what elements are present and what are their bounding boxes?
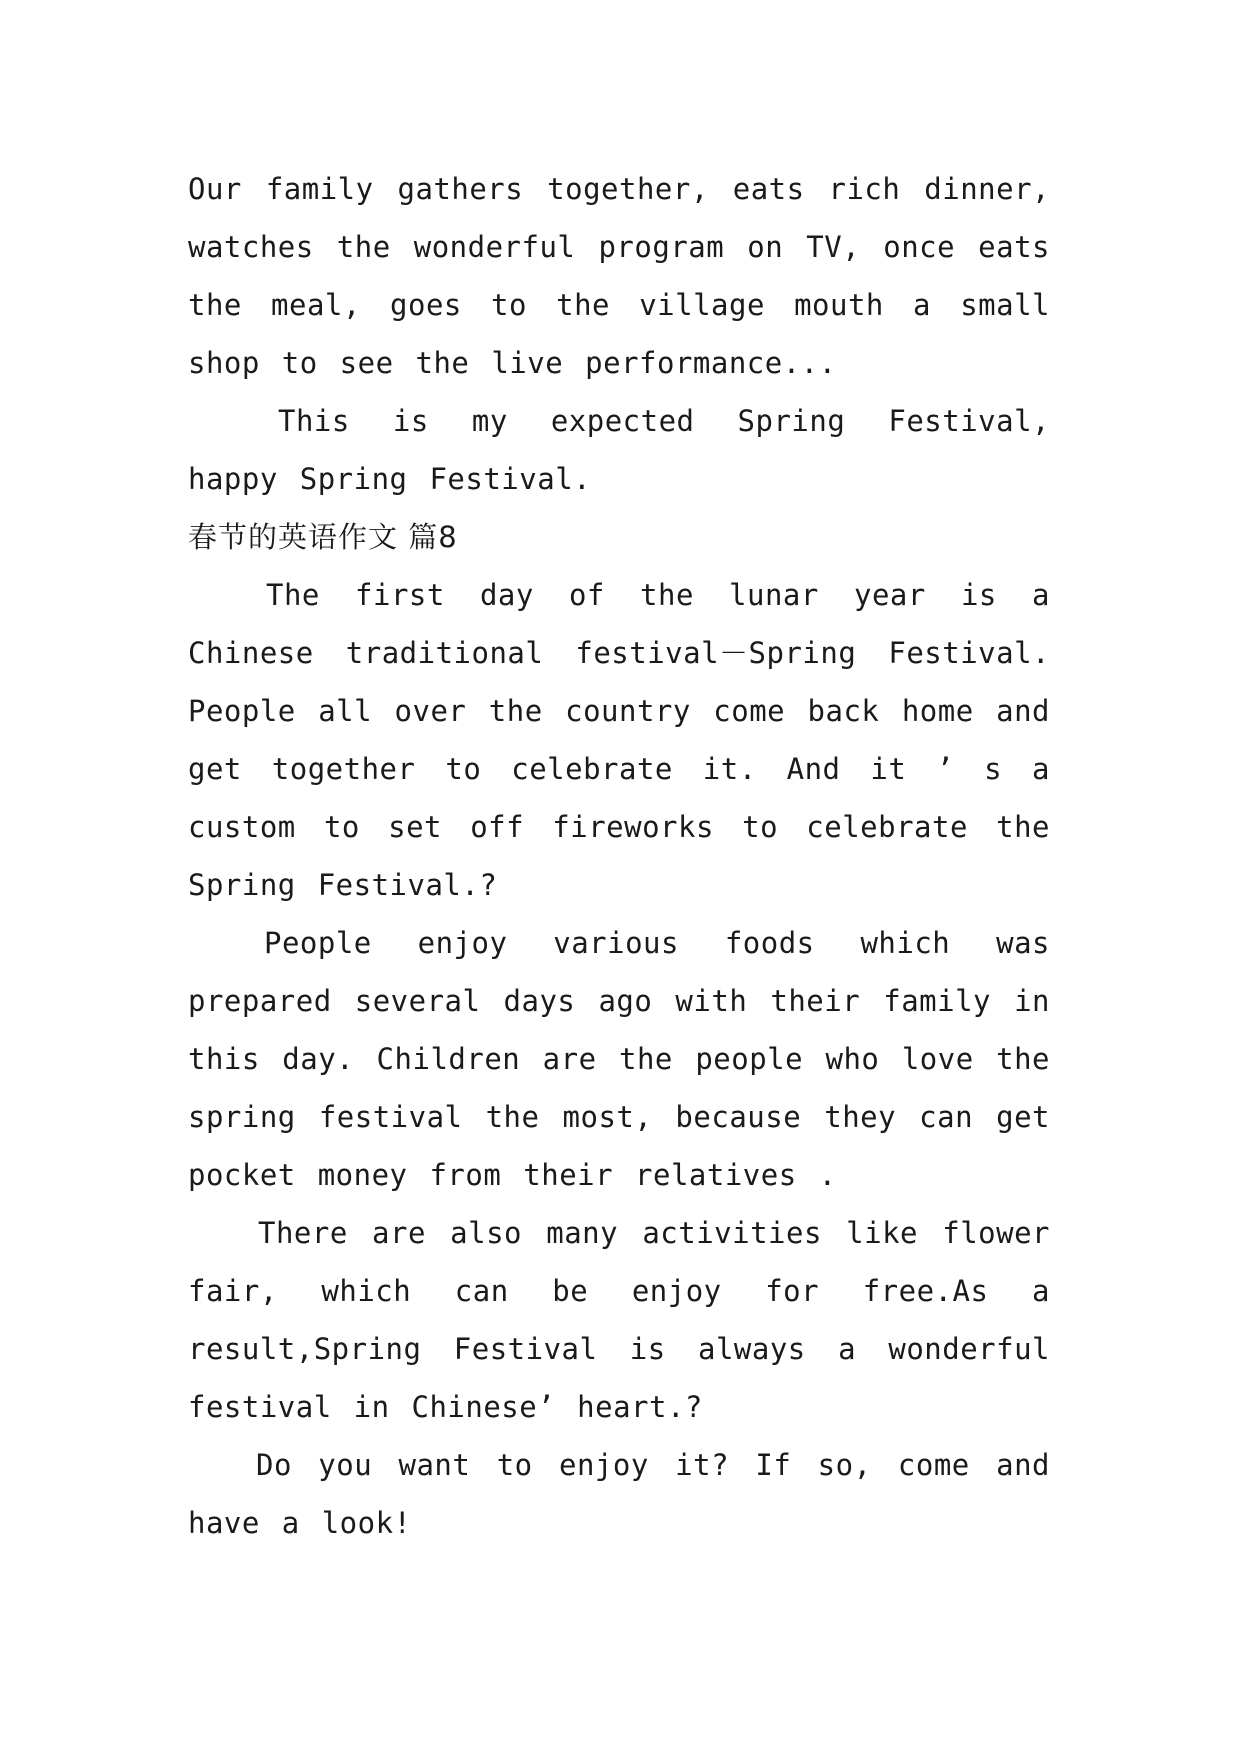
paragraph-expected-festival: This is my expected Spring Festival, happy Spring Festival.: [188, 404, 1050, 496]
paragraph-foods: People enjoy various foods which was prepared several days ago with their family in this day. Children are the people who love the spring festival the most, because they can get pocket money from their relatives .: [188, 926, 1050, 1192]
essay-heading: 春节的英语作文 篇8: [188, 520, 458, 554]
paragraph-lunar-year: The first day of the lunar year is a Chinese traditional festival－Spring Festival. People all over the country come back home and get together to celebrate it. And it ’ s a custom to set off fireworks to celebrate the Spring Festival.?: [188, 578, 1050, 902]
paragraph-family-dinner: Our family gathers together, eats rich dinner, watches the wonderful program on TV, once eats the meal, goes to the village mouth a small shop to see the live performance...: [188, 172, 1050, 380]
paragraph-closing: Do you want to enjoy it? If so, come and have a look!: [188, 1448, 1050, 1540]
document-page: [188, 160, 1050, 1552]
paragraph-activities: There are also many activities like flower fair, which can be enjoy for free.As a result,Spring Festival is always a wonderful festival in Chinese’ heart.?: [188, 1216, 1050, 1424]
